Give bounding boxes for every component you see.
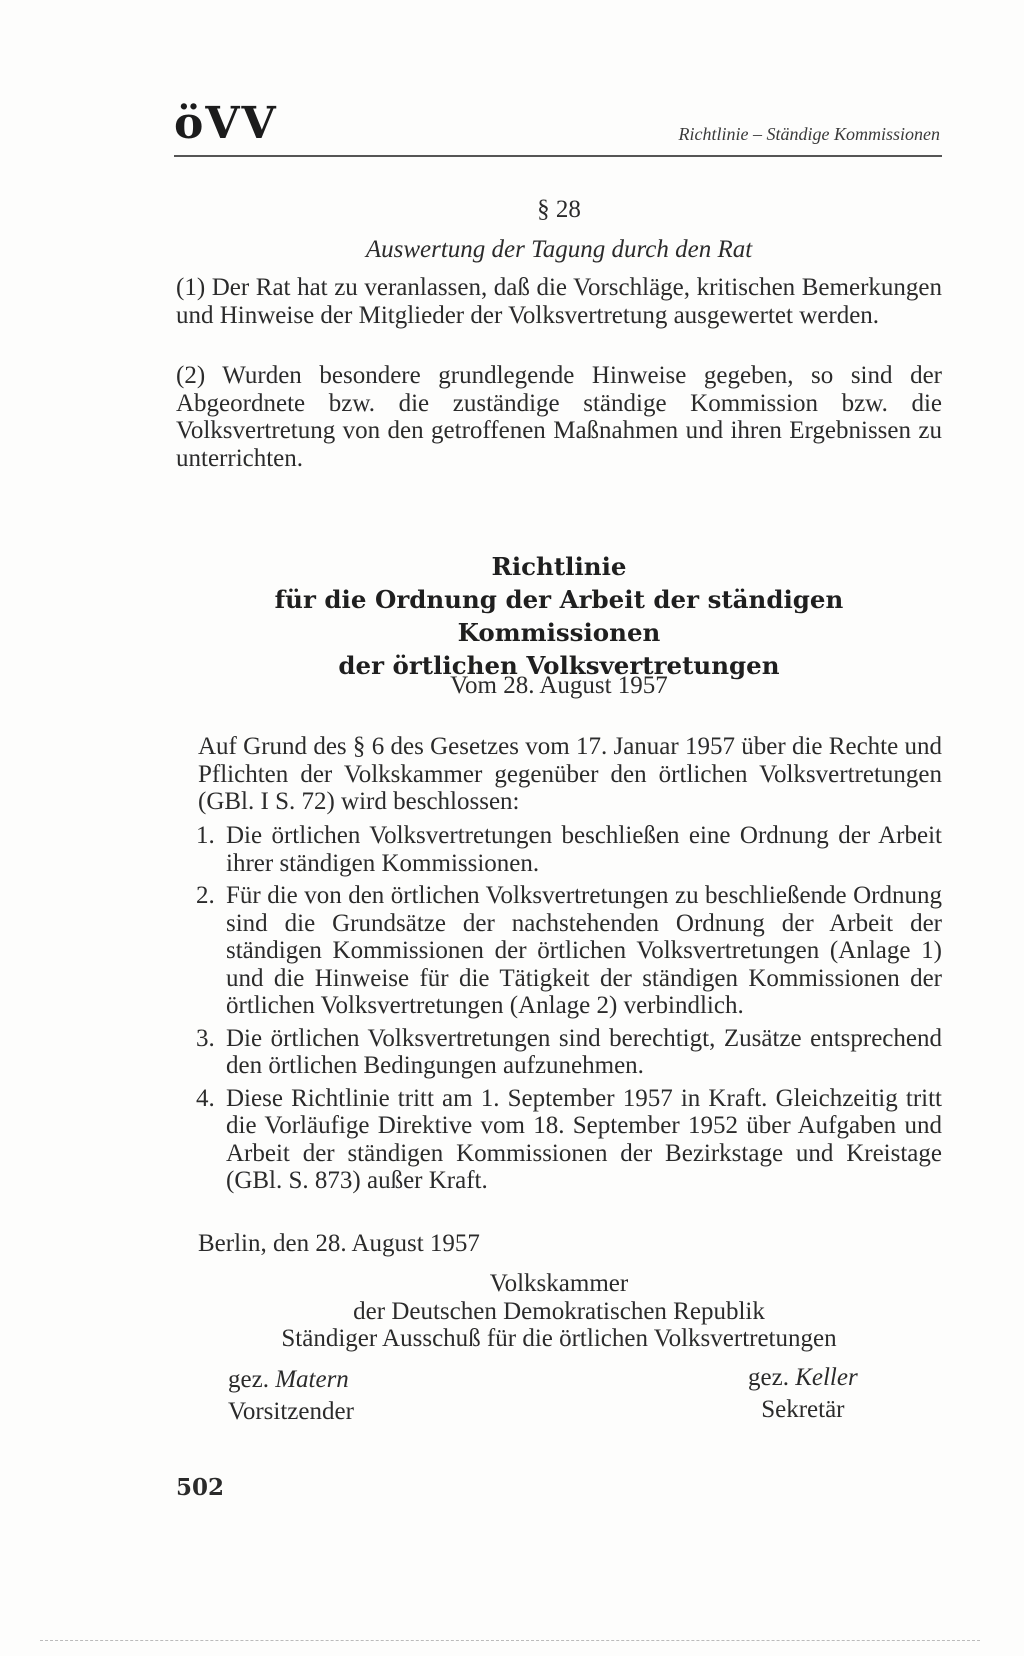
directive-title	[176, 550, 942, 682]
directive-list	[196, 822, 942, 1200]
list-item	[196, 882, 942, 1020]
running-head: Richtlinie – Ständige Kommissionen	[678, 124, 940, 144]
signer-role: Vorsitzender	[228, 1398, 354, 1425]
section-heading: Auswertung der Tagung durch den Rat	[365, 236, 753, 263]
signer-chair	[228, 1364, 354, 1428]
signer-prefix: gez.	[228, 1366, 269, 1393]
directive-title-line-2: für die Ordnung der Arbeit der ständigen Kommissionen	[274, 585, 844, 647]
signer-name: Matern	[275, 1366, 349, 1393]
issuer-line-1: Volkskammer	[489, 1270, 629, 1297]
list-item-number: 2.	[196, 882, 215, 909]
issuer-line-2: der Deutschen Demokratischen Republik	[353, 1297, 765, 1325]
issuer-line-3: Ständiger Ausschuß für die örtlichen Volksvertretungen	[281, 1325, 837, 1352]
list-item-number: 3.	[196, 1024, 215, 1052]
list-item-text: Die örtlichen Volksvertretungen beschließen eine Ordnung der Arbeit ihrer ständigen Kommissionen.	[226, 822, 942, 877]
signer-secretary	[748, 1362, 858, 1426]
list-item-text: Die örtlichen Volksvertretungen sind berechtigt, Zusätze entsprechend den örtlichen Bedingungen aufzunehmen.	[226, 1024, 942, 1079]
place-and-date: Berlin, den 28. August 1957	[198, 1230, 480, 1257]
list-item-text: Diese Richtlinie tritt am 1. September 1957 in Kraft. Gleichzeitig tritt die Vorläufige Direktive vom 18. September 1952 über Aufgaben und Arbeit der ständigen Kommissionen der Bezirkstage und Kreistage (GBl. S. 873) außer Kraft.	[226, 1084, 942, 1194]
directive-date: Vom 28. August 1957	[450, 672, 668, 699]
section-paragraph-1: (1) Der Rat hat zu veranlassen, daß die Vorschläge, kritischen Bemerkungen und Hinweise der Mitglieder der Volksvertretung ausgewertet werden.	[176, 274, 942, 329]
section-paragraph-2: (2) Wurden besondere grundlegende Hinweise gegeben, so sind der Abgeordnete bzw. die zuständige ständige Kommission bzw. die Volksvertretung von den getroffenen Maßnahmen und ihren Ergebnissen zu unterrichten.	[176, 362, 942, 472]
bottom-scan-edge	[40, 1640, 980, 1641]
page-number: 502	[176, 1474, 225, 1501]
directive-intro: Auf Grund des § 6 des Gesetzes vom 17. Januar 1957 über die Rechte und Pflichten der Volkskammer gegenüber den örtlichen Volksvertretungen (GBl. I S. 72) wird beschlossen:	[198, 733, 942, 815]
directive-title-line-3: der örtlichen Volksvertretungen	[338, 651, 780, 680]
signer-prefix: gez.	[748, 1364, 789, 1391]
section-number: § 28	[537, 196, 581, 223]
publisher-logo: öVV	[174, 98, 278, 149]
issuer-block	[176, 1270, 942, 1353]
directive-title-line-1: Richtlinie	[491, 552, 627, 581]
list-item	[196, 1085, 942, 1195]
header-rule	[174, 155, 942, 157]
list-item-number: 4.	[196, 1084, 215, 1112]
signer-role: Sekretär	[761, 1396, 845, 1423]
list-item	[196, 1025, 942, 1080]
list-item-text: Für die von den örtlichen Volksvertretungen zu beschließende Ordnung sind die Grundsätze der nachstehenden Ordnung der Arbeit der ständigen Kommissionen der örtlichen Volksvertretungen (Anlage 1) und die Hinweise für die Tätigkeit der ständigen Kommissionen der örtlichen Volksvertretungen (Anlage 2) verbindlich.	[226, 882, 942, 1019]
list-item-number: 1.	[196, 822, 215, 849]
list-item	[196, 822, 942, 877]
signer-name: Keller	[795, 1364, 858, 1391]
